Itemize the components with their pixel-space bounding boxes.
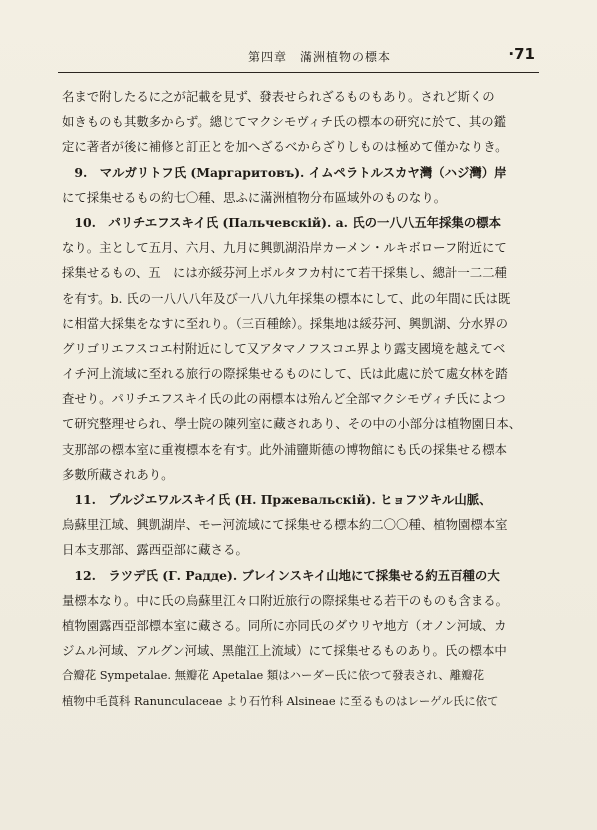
page-number: ·71 — [508, 45, 535, 63]
text-line: を有す。b. 氏の一八八八年及び一八八九年採集の標本にして、此の年間に氏は既 — [62, 290, 511, 306]
text-line: に相當大採集をなすに至れり。（三百種餘）。採集地は綏芬河、興凱湖、分水界の — [62, 315, 509, 331]
item-12-heading: 12. ラツデ氏 (Г. Радде). ブレインスキイ山地にて採集せる約五百種の大 — [62, 567, 500, 583]
item-11-heading: 11. プルジエワルスキイ氏 (Н. Пржевальскій). ヒョフツキル山脈、 — [62, 492, 492, 507]
running-header — [58, 40, 539, 76]
text-line: 植物園露西亞部標本室に藏さる。同所に亦同氏のダウリヤ地方（オノン河域、カ — [62, 617, 507, 633]
item-10-heading: 10. パリチエフスキイ氏 (Пальчевскій). a. 氏の一八八五年採集の標本 — [62, 214, 501, 230]
text-line: 日本支那部、露西亞部に藏さる。 — [62, 542, 248, 558]
text-line: ジムル河域、アルグン河域、黑龍江上流域）にて採集せるものあり。氏の標本中 — [62, 643, 507, 659]
text-line: 合瓣花 Sympetalae. 無瓣花 Apetalae 類はハーダー氏に依つて發表され、離瓣花 — [62, 668, 484, 683]
page-body — [62, 84, 542, 714]
item-9-heading: 9. マルガリトフ氏 (Маргаритовъ). イムペラトルスカヤ灣（ハジ灣）岸 — [62, 164, 507, 180]
text-line: なり。主として五月、六月、九月に興凱湖沿岸カーメン・ルキボローフ附近にて — [62, 240, 507, 256]
text-line: グリゴリエフスコエ村附近にして又アタマノフスコエ界より露支國境を越えてベ — [62, 340, 506, 356]
text-line: 査せり。パリチエフスキイ氏の此の兩標本は殆んど全部マクシモヴィチ氏によつ — [62, 391, 506, 407]
text-line: イチ河上流域に至れる旅行の際採集せるものにして、氏は此處に於て處女林を踏 — [62, 366, 508, 382]
text-line: 多數所藏されあり。 — [62, 466, 174, 482]
text-line: 定に著者が後に補修と訂正とを加へざるべからざりしものは極めて僅かなりき。 — [62, 139, 508, 155]
text-line: 名まで附したるに之が記載を見ず、發表せられざるものもあり。されど斯くの — [62, 89, 495, 104]
text-line: 如きものも其數多からず。總じてマクシモヴィチ氏の標本の研究に於て、其の鑑 — [62, 114, 507, 130]
text-line: にて採集せるもの約七〇種、思ふに滿洲植物分布區域外のものなり。 — [62, 189, 447, 205]
text-line: 烏蘇里江域、興凱湖岸、モー河流域にて採集せる標本約二〇〇種、植物園標本室 — [62, 517, 508, 533]
text-line: 植物中毛莨科 Ranunculaceae より石竹科 Alsineae に至るものはレーゲル氏に依て — [62, 693, 499, 708]
header-rule — [58, 72, 539, 73]
text-line: て研究整理せられ、學士院の陳列室に藏されあり、その中の小部分は植物園日本、 — [62, 416, 522, 432]
chapter-title: 第四章 滿洲植物の標本 — [248, 50, 392, 64]
text-line: 支那部の標本室に重複標本を有す。此外浦鹽斯德の博物館にも氏の採集せる標本 — [62, 441, 508, 457]
text-line: 採集せるもの、五 には亦綏芬河上ボルタフカ村にて若干採集し、總計一二二種 — [62, 265, 507, 281]
text-line: 量標本なり。中に氏の烏蘇里江々口附近旅行の際採集せる若干のものも含まる。 — [62, 592, 509, 608]
